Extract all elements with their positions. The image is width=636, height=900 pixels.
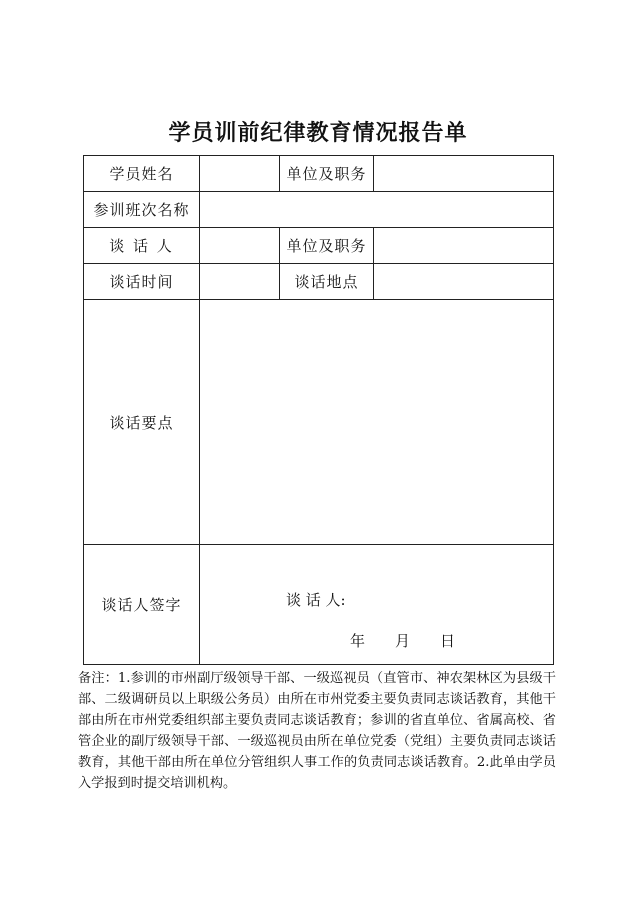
row-talk-points: [84, 300, 554, 545]
row-class: [84, 192, 554, 228]
date-month: 月: [395, 632, 411, 650]
signature-field[interactable]: [200, 545, 554, 665]
talker-unit-position-field[interactable]: [374, 228, 554, 264]
talk-points-label: 谈话要点: [84, 300, 200, 545]
row-signature: [84, 545, 554, 665]
form-title: 学员训前纪律教育情况报告单: [168, 120, 468, 146]
class-name-label: 参训班次名称: [84, 192, 200, 228]
talker-label: 谈 话 人: [84, 228, 200, 264]
talk-points-field[interactable]: [200, 300, 554, 545]
row-student: [84, 156, 554, 192]
talker-field[interactable]: [200, 228, 280, 264]
student-name-field[interactable]: [200, 156, 280, 192]
class-name-field[interactable]: [200, 192, 554, 228]
notes-text: 备注：1.参训的市州副厅级领导干部、一级巡视员（直管市、神农架林区为县级干部、二级调研员以上职级公务员）由所在市州党委主要负责同志谈话教育，其他干部由所在市州党委组织部主要负责同志谈话教育；参训的省直单位、省属高校、省管企业的副厅级领导干部、一级巡视员由所在单位党委（党组）主要负责同志谈话教育，其他干部由所在单位分管组织人事工作的负责同志谈话教育。2.此单由学员入学报到时提交培训机构。: [78, 671, 556, 791]
talker-unit-position-label: 单位及职务: [280, 228, 374, 264]
student-unit-position-label: 单位及职务: [280, 156, 374, 192]
talk-time-label: 谈话时间: [84, 264, 200, 300]
row-talker: [84, 228, 554, 264]
student-name-label: 学员姓名: [84, 156, 200, 192]
date-day: 日: [440, 632, 456, 650]
signature-talker-text: 谈 话 人:: [286, 591, 346, 609]
student-unit-position-field[interactable]: [374, 156, 554, 192]
talk-location-label: 谈话地点: [280, 264, 374, 300]
report-form-table: [83, 155, 554, 665]
talk-time-field[interactable]: [200, 264, 280, 300]
date-year: 年: [350, 632, 366, 650]
signature-date: [350, 630, 455, 651]
row-time-location: [84, 264, 554, 300]
signature-label: 谈话人签字: [84, 545, 200, 665]
talk-location-field[interactable]: [374, 264, 554, 300]
